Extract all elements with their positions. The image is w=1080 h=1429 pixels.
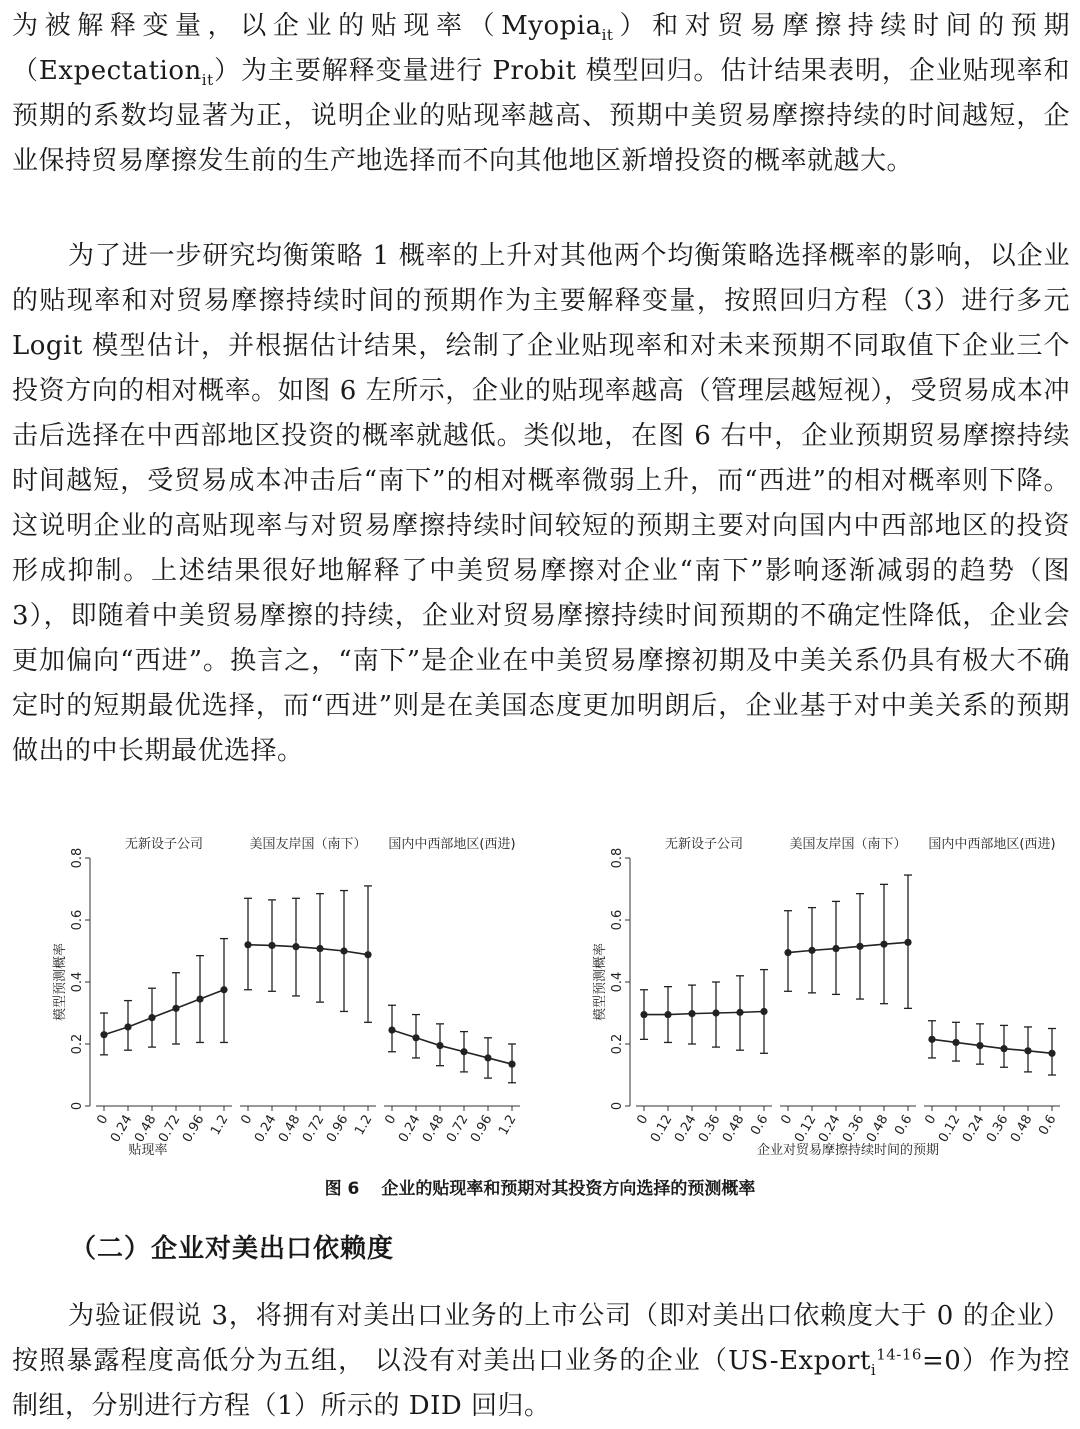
y-tick-label: 0.4 <box>70 971 85 993</box>
x-tick-label: 0 <box>922 1112 940 1128</box>
y-tick-label: 0.4 <box>610 971 625 993</box>
paragraph-2: 为了进一步研究均衡策略 1 概率的上升对其他两个均衡策略选择概率的影响，以企业的贴现率和对贸易摩擦持续时间的预期作为主要解释变量，按照回归方程（3）进行多元 Logit 模型估计，并根据估计结果，绘制了企业贴现率和对未来预期不同取值下企业三个投资方向的相对概率。如图 6 左所示，企业的贴现率越高（管理层越短视），受贸易成本冲击后选择在中西部地区投资的概率就越低。类似地，在图 6 右中，企业预期贸易摩擦持续时间越短，受贸易成本冲击后“南下”的相对概率微弱上升，而“西进”的相对概率则下降。这说明企业的高贴现率与对贸易摩擦持续时间较短的预期主要对向国内中西部地区的投资形成抑制。上述结果很好地解释了中美贸易摩擦对企业“南下”影响逐渐减弱的趋势（图 3），即随着中美贸易摩擦的持续，企业对贸易摩擦持续时间预期的不确定性降低，企业会更加偏向“西进”。换言之，“南下”是企业在中美贸易摩擦初期及中美关系仍具有极大不确定时的短期最优选择，而“西进”则是在美国态度更加明朗后，企业基于对中美关系的预期做出的中长期最优选择。 <box>12 241 1070 766</box>
x-tick-label: 0.96 <box>179 1112 208 1146</box>
x-tick-label: 1.2 <box>208 1112 232 1138</box>
data-point <box>292 943 299 950</box>
data-point <box>1024 1047 1031 1054</box>
y-tick-label: 0.6 <box>610 909 625 931</box>
y-tick-label: 0.2 <box>610 1033 625 1055</box>
x-tick-label: 0.48 <box>419 1112 448 1146</box>
data-point <box>100 1031 107 1038</box>
y-axis-label: 模型预测概率 <box>593 942 608 1022</box>
series-line <box>392 1030 512 1064</box>
p3-sup: 14-16 <box>876 1345 922 1364</box>
x-tick-label: 0.48 <box>1007 1112 1036 1146</box>
data-point <box>364 951 371 958</box>
data-point <box>712 1009 719 1016</box>
x-axis-label: 贴现率 <box>128 1143 168 1158</box>
x-tick-label: 0.24 <box>671 1112 700 1146</box>
panel-title: 国内中西部地区(西进) <box>928 837 1056 852</box>
panel-title: 美国友岸国（南下） <box>249 837 367 852</box>
x-tick-label: 0.6 <box>748 1112 772 1138</box>
p3-text-a: 为验证假说 3，将拥有对美出口业务的上市公司（即对美出口依赖度大于 0 的企业）按照暴露程度高低分为五组， 以没有对美出口业务的企业（US-Export <box>12 1301 1070 1376</box>
y-axis-label: 模型预测概率 <box>53 942 68 1022</box>
figure-number: 图 6 <box>324 1179 360 1199</box>
data-point <box>220 986 227 993</box>
x-tick-label: 0.6 <box>1036 1112 1060 1138</box>
x-tick-label: 0.24 <box>815 1112 844 1146</box>
x-tick-label: 0 <box>94 1112 112 1128</box>
p1-text-a: 为被解释变量，以企业的贴现率（Myopia <box>12 11 602 41</box>
data-point <box>664 1011 671 1018</box>
data-point <box>640 1011 647 1018</box>
data-point <box>880 941 887 948</box>
x-tick-label: 0.72 <box>299 1112 328 1146</box>
data-point <box>688 1010 695 1017</box>
p1-sub-b: it <box>201 71 214 90</box>
data-point <box>784 949 791 956</box>
x-tick-label: 0.96 <box>467 1112 496 1146</box>
x-tick-label: 0 <box>238 1112 256 1128</box>
data-point <box>124 1023 131 1030</box>
x-tick-label: 0.24 <box>107 1112 136 1146</box>
y-tick-label: 0 <box>610 1101 625 1111</box>
x-tick-label: 0 <box>382 1112 400 1128</box>
y-tick-label: 0.8 <box>610 847 625 869</box>
y-tick-label: 0.2 <box>70 1033 85 1055</box>
series-line <box>788 942 908 952</box>
x-tick-label: 0.48 <box>863 1112 892 1146</box>
data-point <box>976 1042 983 1049</box>
x-tick-label: 0.96 <box>323 1112 352 1146</box>
figure-caption <box>0 1174 1080 1199</box>
x-tick-label: 0.12 <box>647 1112 676 1146</box>
panel-title: 无新设子公司 <box>124 837 204 852</box>
x-tick-label: 0.36 <box>983 1112 1012 1146</box>
data-point <box>268 942 275 949</box>
data-point <box>832 945 839 952</box>
paragraph-1 <box>12 4 1070 184</box>
p3-text-b: =0）作为控制组，分别进行方程（1）所示的 DID 回归。 <box>12 1346 1070 1421</box>
data-point <box>340 947 347 954</box>
x-tick-label: 0.24 <box>251 1112 280 1146</box>
data-point <box>1000 1045 1007 1052</box>
data-point <box>760 1008 767 1015</box>
x-tick-label: 0 <box>778 1112 796 1128</box>
data-point <box>316 945 323 952</box>
panel-title: 美国友岸国（南下） <box>789 837 907 852</box>
data-point <box>928 1036 935 1043</box>
x-tick-label: 0.36 <box>695 1112 724 1146</box>
y-tick-label: 0.6 <box>70 909 85 931</box>
data-point <box>1048 1050 1055 1057</box>
x-tick-label: 0.48 <box>131 1112 160 1146</box>
p1-text-c: ）为主要解释变量进行 Probit 模型回归。估计结果表明，企业贴现率和预期的系数均显著为正，说明企业的贴现率越高、预期中美贸易摩擦持续的时间越短，企业保持贸易摩擦发生前的生产地选择而不向其他地区新增投资的概率就越大。 <box>12 56 1070 176</box>
data-point <box>808 947 815 954</box>
x-tick-label: 0.12 <box>791 1112 820 1146</box>
x-tick-label: 0.36 <box>839 1112 868 1146</box>
y-tick-label: 0.8 <box>70 847 85 869</box>
x-tick-label: 0.12 <box>935 1112 964 1146</box>
figure-caption-text: 企业的贴现率和预期对其投资方向选择的预测概率 <box>381 1179 756 1199</box>
data-point <box>196 995 203 1002</box>
y-tick-label: 0 <box>70 1101 85 1111</box>
data-point <box>244 941 251 948</box>
x-axis-label: 企业对贸易摩擦持续时间的预期 <box>756 1143 940 1158</box>
series-line <box>248 945 368 955</box>
series-line <box>932 1039 1052 1053</box>
p1-sub-a: it <box>601 26 614 45</box>
x-tick-label: 0 <box>634 1112 652 1128</box>
series-line <box>104 990 224 1035</box>
x-tick-label: 0.48 <box>275 1112 304 1146</box>
data-point <box>484 1054 491 1061</box>
data-point <box>412 1034 419 1041</box>
data-point <box>388 1026 395 1033</box>
data-point <box>436 1042 443 1049</box>
x-tick-label: 1.2 <box>352 1112 376 1138</box>
p1-text-b: ）和对贸易摩擦持续时间的预期（Expectation <box>12 11 1070 86</box>
series-line <box>644 1011 764 1014</box>
figure-6-right-chart <box>540 822 1080 1167</box>
data-point <box>460 1048 467 1055</box>
x-tick-label: 0.48 <box>719 1112 748 1146</box>
x-tick-label: 1.2 <box>496 1112 520 1138</box>
data-point <box>952 1039 959 1046</box>
figure-6-left-chart <box>0 822 540 1167</box>
data-point <box>736 1009 743 1016</box>
x-tick-label: 0.6 <box>892 1112 916 1138</box>
data-point <box>172 1005 179 1012</box>
data-point <box>904 939 911 946</box>
section-heading: （二）企业对美出口依赖度 <box>70 1234 395 1264</box>
paragraph-3 <box>12 1294 1070 1429</box>
p3-sub: i <box>870 1361 877 1380</box>
x-tick-label: 0.72 <box>155 1112 184 1146</box>
panel-title: 国内中西部地区(西进) <box>388 837 516 852</box>
data-point <box>856 943 863 950</box>
data-point <box>148 1014 155 1021</box>
x-tick-label: 0.72 <box>443 1112 472 1146</box>
data-point <box>508 1061 515 1068</box>
x-tick-label: 0.24 <box>395 1112 424 1146</box>
x-tick-label: 0.24 <box>959 1112 988 1146</box>
panel-title: 无新设子公司 <box>664 837 744 852</box>
